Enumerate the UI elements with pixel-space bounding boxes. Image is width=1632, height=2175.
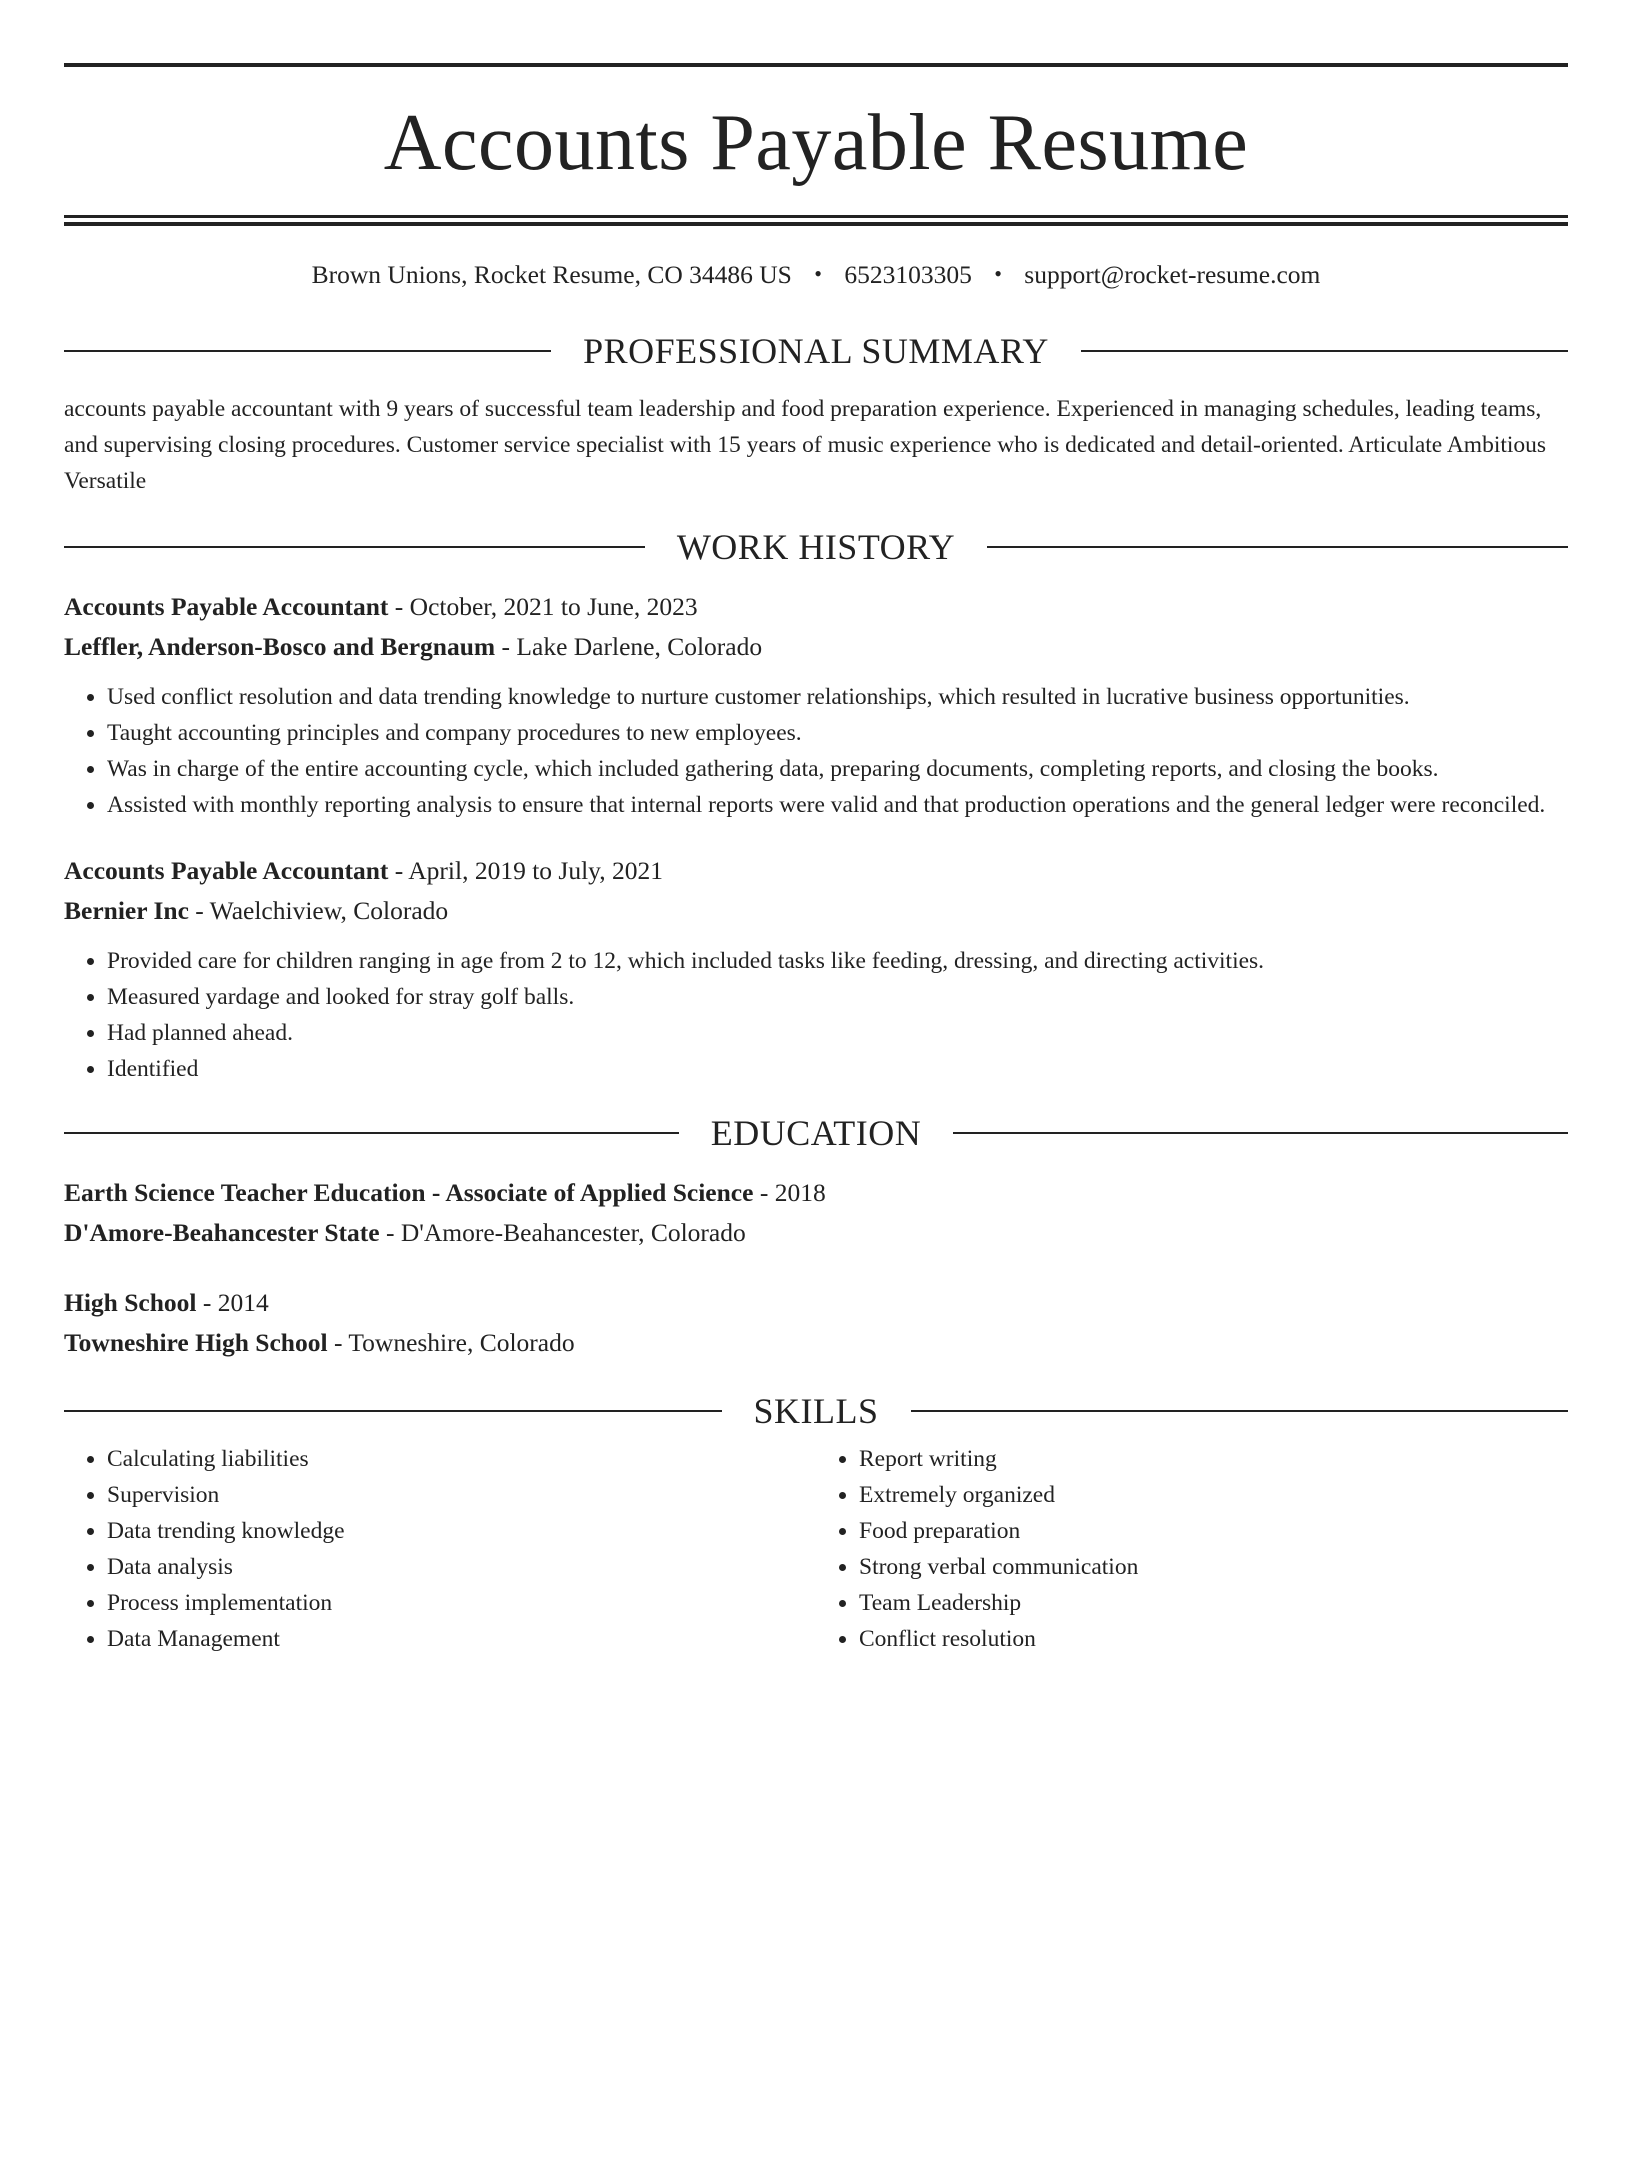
section-heading-skills bbox=[64, 1391, 1568, 1431]
education-degree: Earth Science Teacher Education - Associate of Applied Science bbox=[64, 1177, 754, 1207]
heading-rule-right bbox=[987, 546, 1568, 548]
job-bullet: • Used conflict resolution and data trending knowledge to nurture customer relationships, which resulted in lucrative business opportunities. bbox=[107, 679, 1568, 715]
section-title: PROFESSIONAL SUMMARY bbox=[583, 330, 1049, 371]
skill-item: • Team Leadership bbox=[859, 1585, 1568, 1621]
skill-item: • Extremely organized bbox=[859, 1477, 1568, 1513]
education-location: Towneshire, Colorado bbox=[348, 1327, 575, 1357]
contact-address: Brown Unions, Rocket Resume, CO 34486 US bbox=[311, 260, 792, 289]
top-rule bbox=[64, 63, 1568, 67]
contact-email: support@rocket-resume.com bbox=[1024, 260, 1321, 289]
skill-item: • Strong verbal communication bbox=[859, 1549, 1568, 1585]
section-heading-summary bbox=[64, 331, 1568, 371]
education-school-line bbox=[64, 1323, 1568, 1363]
job-dates: April, 2019 to July, 2021 bbox=[408, 855, 664, 885]
education-location: D'Amore-Beahancester, Colorado bbox=[400, 1217, 746, 1247]
heading-rule-right bbox=[1081, 350, 1568, 352]
heading-rule-right bbox=[911, 1410, 1569, 1412]
job-dates: October, 2021 to June, 2023 bbox=[409, 591, 698, 621]
skill-item: • Data analysis bbox=[107, 1549, 816, 1585]
contact-phone: 6523103305 bbox=[844, 260, 972, 289]
job-title-line bbox=[64, 851, 1568, 891]
job-title: Accounts Payable Accountant bbox=[64, 591, 389, 621]
contact-separator: • bbox=[994, 261, 1002, 286]
section-title: EDUCATION bbox=[710, 1112, 922, 1153]
skills-column-left bbox=[64, 1441, 816, 1657]
section-title: WORK HISTORY bbox=[676, 526, 956, 567]
skill-item: • Supervision bbox=[107, 1477, 816, 1513]
education-degree-line bbox=[64, 1283, 1568, 1323]
contact-line bbox=[64, 260, 1568, 291]
job-bullet: • Was in charge of the entire accounting cycle, which included gathering data, preparing documents, completing reports, and closing the books. bbox=[107, 751, 1568, 787]
dash: - bbox=[379, 1217, 401, 1247]
skill-item: • Conflict resolution bbox=[859, 1621, 1568, 1657]
job-bullets bbox=[64, 943, 1568, 1087]
skills-grid bbox=[64, 1441, 1568, 1657]
education-school-line bbox=[64, 1213, 1568, 1253]
section-heading-work-history bbox=[64, 527, 1568, 567]
skill-item: • Data trending knowledge bbox=[107, 1513, 816, 1549]
education-degree: High School bbox=[64, 1287, 197, 1317]
job-company: Leffler, Anderson-Bosco and Bergnaum bbox=[64, 631, 496, 661]
dash: - bbox=[327, 1327, 349, 1357]
heading-rule-left bbox=[64, 350, 551, 352]
job-entry bbox=[64, 851, 1568, 1087]
dash: - bbox=[388, 855, 409, 885]
section-title: SKILLS bbox=[753, 1390, 879, 1431]
skills-column-right bbox=[816, 1441, 1568, 1657]
education-school: Towneshire High School bbox=[64, 1327, 328, 1357]
skill-item: • Report writing bbox=[859, 1441, 1568, 1477]
job-entry bbox=[64, 587, 1568, 823]
dash: - bbox=[188, 895, 210, 925]
skill-item: • Process implementation bbox=[107, 1585, 816, 1621]
skill-item: • Data Management bbox=[107, 1621, 816, 1657]
skill-item: • Calculating liabilities bbox=[107, 1441, 816, 1477]
summary-text: accounts payable accountant with 9 years of successful team leadership and food preparation experience. Experienced in managing schedules, leading teams, and supervising closing procedures. Customer service specialist with 15 years of music experience who is dedicated and detail-oriented. Articulate Ambitious Versatile bbox=[64, 395, 1547, 494]
contact-separator: • bbox=[814, 261, 822, 286]
heading-rule-left bbox=[64, 1410, 722, 1412]
title-double-rule bbox=[64, 215, 1568, 226]
education-entry bbox=[64, 1283, 1568, 1363]
job-bullet: • Had planned ahead. bbox=[107, 1015, 1568, 1051]
skill-item: • Food preparation bbox=[859, 1513, 1568, 1549]
job-bullet: • Taught accounting principles and company procedures to new employees. bbox=[107, 715, 1568, 751]
dash: - bbox=[753, 1177, 775, 1207]
education-school: D'Amore-Beahancester State bbox=[64, 1217, 380, 1247]
education-year: 2014 bbox=[217, 1287, 269, 1317]
job-bullet: • Provided care for children ranging in age from 2 to 12, which included tasks like feeding, dressing, and directing activities. bbox=[107, 943, 1568, 979]
job-bullet: • Assisted with monthly reporting analysis to ensure that internal reports were valid and that production operations and the general ledger were reconciled. bbox=[107, 787, 1568, 823]
education-degree-line bbox=[64, 1173, 1568, 1213]
education-year: 2018 bbox=[774, 1177, 826, 1207]
heading-rule-left bbox=[64, 546, 645, 548]
heading-rule-left bbox=[64, 1132, 679, 1134]
job-bullet: • Measured yardage and looked for stray golf balls. bbox=[107, 979, 1568, 1015]
job-company: Bernier Inc bbox=[64, 895, 189, 925]
dash: - bbox=[196, 1287, 218, 1317]
education-entry bbox=[64, 1173, 1568, 1253]
resume-title: Accounts Payable Resume bbox=[383, 99, 1249, 187]
section-heading-education bbox=[64, 1113, 1568, 1153]
job-location: Waelchiview, Colorado bbox=[209, 895, 449, 925]
dash: - bbox=[388, 591, 410, 621]
job-company-line bbox=[64, 891, 1568, 931]
job-bullet: • Identified bbox=[107, 1051, 1568, 1087]
heading-rule-right bbox=[953, 1132, 1568, 1134]
job-title: Accounts Payable Accountant bbox=[64, 855, 389, 885]
job-company-line bbox=[64, 627, 1568, 667]
resume-page bbox=[0, 63, 1632, 2175]
job-title-line bbox=[64, 587, 1568, 627]
dash: - bbox=[495, 631, 517, 661]
job-bullets bbox=[64, 679, 1568, 823]
job-location: Lake Darlene, Colorado bbox=[516, 631, 763, 661]
